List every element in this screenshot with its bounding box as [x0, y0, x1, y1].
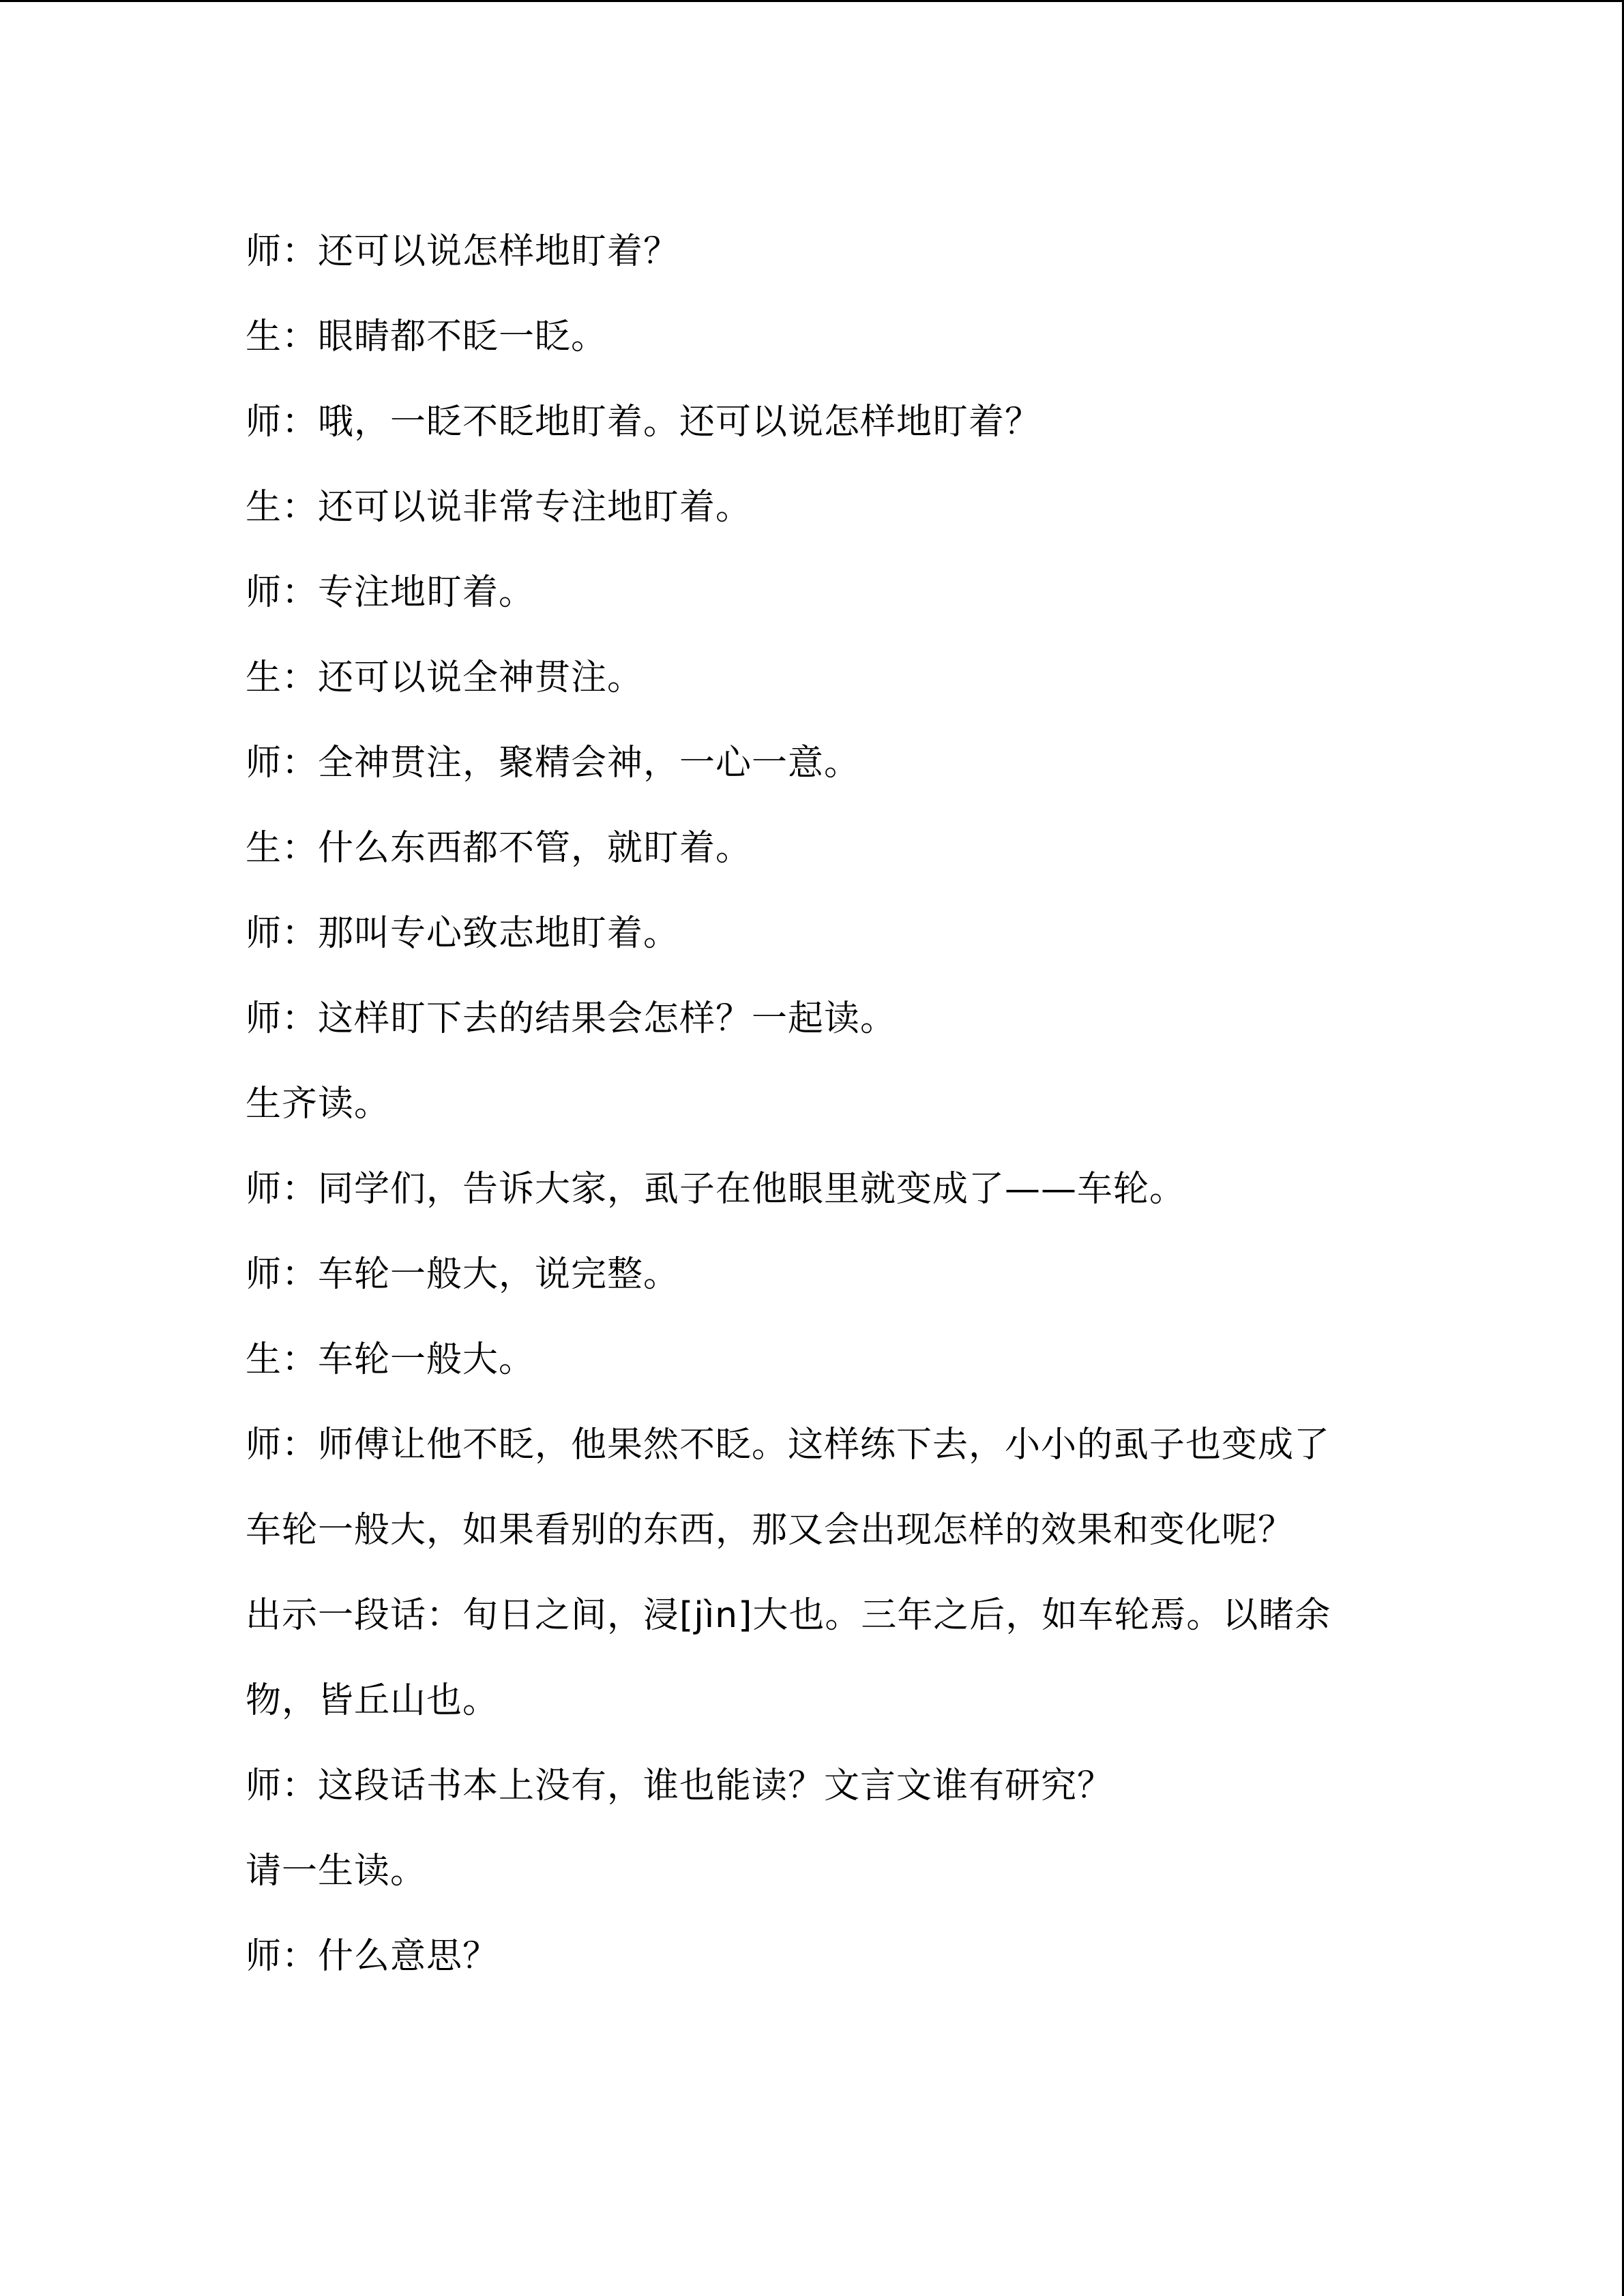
paragraph: 师：这段话书本上没有，谁也能读？文言文谁有研究？: [246, 1765, 1114, 1806]
paragraph: 生：眼睛都不眨一眨。: [246, 316, 608, 357]
paragraph: 师：什么意思？: [246, 1936, 499, 1977]
paragraph: 师：还可以说怎样地盯着？: [246, 231, 680, 272]
paragraph: 生：车轮一般大。: [246, 1339, 535, 1380]
paragraph: 师：那叫专心致志地盯着。: [246, 913, 680, 954]
document-body: [246, 209, 1364, 1999]
paragraph: 师：车轮一般大，说完整。: [246, 1254, 680, 1295]
paragraph: 师：哦，一眨不眨地盯着。还可以说怎样地盯着？: [246, 402, 1042, 443]
paragraph: 师：专注地盯着。: [246, 572, 535, 613]
paragraph: 师：这样盯下去的结果会怎样？一起读。: [246, 998, 897, 1039]
paragraph: 生：还可以说非常专注地盯着。: [246, 487, 752, 528]
paragraph: 生：还可以说全神贯注。: [246, 657, 644, 698]
paragraph: 师：师傅让他不眨，他果然不眨。这样练下去，小小的虱子也变成了车轮一般大，如果看别的东西，那又会出现怎样的效果和变化呢？: [246, 1425, 1331, 1551]
paragraph: 出示一段话：旬日之间，浸[jìn]大也。三年之后，如车轮焉。以睹余物，皆丘山也。: [246, 1595, 1331, 1721]
page-top-border: [0, 0, 1624, 2]
paragraph: 师：全神贯注，聚精会神，一心一意。: [246, 743, 861, 784]
paragraph: 师：同学们，告诉大家，虱子在他眼里就变成了——车轮。: [246, 1169, 1186, 1210]
paragraph: 生齐读。: [246, 1084, 391, 1124]
paragraph: 生：什么东西都不管，就盯着。: [246, 828, 752, 869]
paragraph: 请一生读。: [246, 1851, 427, 1892]
